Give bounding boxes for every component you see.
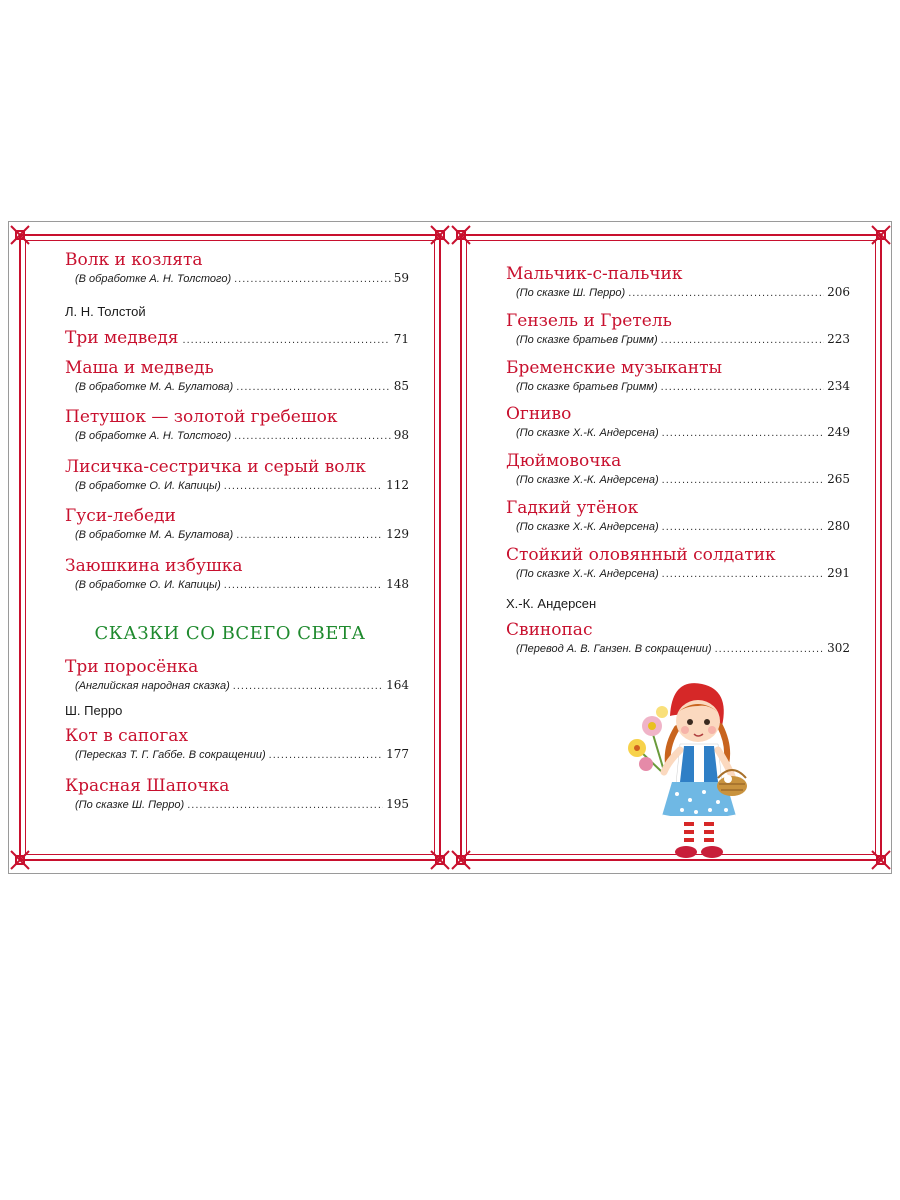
entry-title: Три поросёнка xyxy=(65,657,199,677)
corner-ornament-icon xyxy=(429,224,451,246)
entry-title: Заюшкина избушка xyxy=(65,556,243,576)
page-number: 291 xyxy=(827,566,850,580)
toc-entry[interactable] xyxy=(506,498,850,535)
toc-entry[interactable] xyxy=(506,545,850,582)
corner-ornament-icon xyxy=(450,224,472,246)
entry-title: Гуси-лебеди xyxy=(65,506,176,526)
entry-subtitle: (По сказке братьев Гримм) xyxy=(516,381,658,393)
page-number: 249 xyxy=(827,425,850,439)
section-title: СКАЗКИ СО ВСЕГО СВЕТА xyxy=(94,623,366,644)
page-number: 280 xyxy=(827,519,850,533)
toc-entry[interactable] xyxy=(65,776,409,813)
little-red-riding-hood-illustration xyxy=(622,676,752,866)
author-name: Л. Н. Толстой xyxy=(65,304,146,319)
entry-title: Петушок — золотой гребешок xyxy=(65,407,338,427)
toc-entry[interactable] xyxy=(65,726,409,763)
entry-title: Гензель и Гретель xyxy=(506,311,672,331)
entry-subtitle: (По сказке Х.-К. Андерсена) xyxy=(516,521,659,533)
left-page xyxy=(19,234,441,861)
author-name: Ш. Перро xyxy=(65,703,123,718)
entry-title: Стойкий оловянный солдатик xyxy=(506,545,776,565)
entry-title: Гадкий утёнок xyxy=(506,498,639,518)
toc-entry[interactable] xyxy=(65,407,409,444)
page-number: 164 xyxy=(386,678,409,692)
author-name: Х.-К. Андерсен xyxy=(506,596,597,611)
toc-entry[interactable] xyxy=(65,328,409,348)
entry-title: Огниво xyxy=(506,404,572,424)
toc-entry[interactable] xyxy=(65,657,409,694)
entry-subtitle: (По сказке Х.-К. Андерсена) xyxy=(516,427,659,439)
toc-entry[interactable] xyxy=(506,358,850,395)
toc-entry[interactable] xyxy=(65,358,409,395)
corner-ornament-icon xyxy=(450,849,472,871)
entry-subtitle: (Перевод А. В. Ганзен. В сокращении) xyxy=(516,643,712,655)
entry-subtitle: (Пересказ Т. Г. Габбе. В сокращении) xyxy=(75,749,266,761)
entry-title: Мальчик-с-пальчик xyxy=(506,264,683,284)
page-number: 129 xyxy=(386,527,409,541)
corner-ornament-icon xyxy=(429,849,451,871)
entry-subtitle: (По сказке братьев Гримм) xyxy=(516,334,658,346)
entry-title: Волк и козлята xyxy=(65,250,203,270)
corner-ornament-icon xyxy=(9,849,31,871)
book-spread xyxy=(8,221,892,874)
entry-subtitle: (По сказке Ш. Перро) xyxy=(75,799,185,811)
entry-subtitle: (По сказке Х.-К. Андерсена) xyxy=(516,474,659,486)
entry-subtitle: (В обработке М. А. Булатова) xyxy=(75,529,234,541)
toc-entry[interactable] xyxy=(65,250,409,287)
corner-ornament-icon xyxy=(870,224,892,246)
entry-title: Красная Шапочка xyxy=(65,776,230,796)
toc-entry[interactable] xyxy=(506,620,850,657)
entry-subtitle: (В обработке О. И. Капицы) xyxy=(75,579,221,591)
page-number: 59 xyxy=(393,271,409,285)
entry-title: Свинопас xyxy=(506,620,593,640)
entry-title: Три медведя xyxy=(65,328,179,348)
page-number: 206 xyxy=(827,285,850,299)
page-number: 177 xyxy=(386,747,409,761)
entry-subtitle: (В обработке М. А. Булатова) xyxy=(75,381,234,393)
page-number: 265 xyxy=(827,472,850,486)
page-number: 85 xyxy=(393,379,409,393)
page-number: 98 xyxy=(393,428,409,442)
toc-entry[interactable] xyxy=(506,404,850,441)
toc-entry[interactable] xyxy=(65,506,409,543)
entry-title: Кот в сапогах xyxy=(65,726,189,746)
toc-entry[interactable] xyxy=(506,264,850,301)
toc-entry[interactable] xyxy=(65,556,409,593)
page-number: 223 xyxy=(827,332,850,346)
entry-title: Маша и медведь xyxy=(65,358,214,378)
entry-subtitle: (В обработке А. Н. Толстого) xyxy=(75,273,232,285)
entry-title: Бременские музыканты xyxy=(506,358,723,378)
entry-subtitle: (В обработке А. Н. Толстого) xyxy=(75,430,232,442)
entry-subtitle: (По сказке Ш. Перро) xyxy=(516,287,626,299)
entry-title: Лисичка-сестричка и серый волк xyxy=(65,457,366,477)
page-number: 195 xyxy=(386,797,409,811)
corner-ornament-icon xyxy=(9,224,31,246)
corner-ornament-icon xyxy=(870,849,892,871)
flower-bouquet-icon xyxy=(628,706,668,772)
right-page xyxy=(460,234,882,861)
toc-entry[interactable] xyxy=(506,311,850,348)
page-number: 234 xyxy=(827,379,850,393)
toc-entry[interactable] xyxy=(506,451,850,488)
page-number: 71 xyxy=(393,332,409,346)
page-number: 302 xyxy=(827,641,850,655)
entry-title: Дюймовочка xyxy=(506,451,622,471)
entry-subtitle: (Английская народная сказка) xyxy=(75,680,230,692)
entry-subtitle: (По сказке Х.-К. Андерсена) xyxy=(516,568,659,580)
page-number: 112 xyxy=(386,478,409,492)
entry-subtitle: (В обработке О. И. Капицы) xyxy=(75,480,221,492)
toc-entry[interactable] xyxy=(65,457,409,494)
page-number: 148 xyxy=(386,577,409,591)
